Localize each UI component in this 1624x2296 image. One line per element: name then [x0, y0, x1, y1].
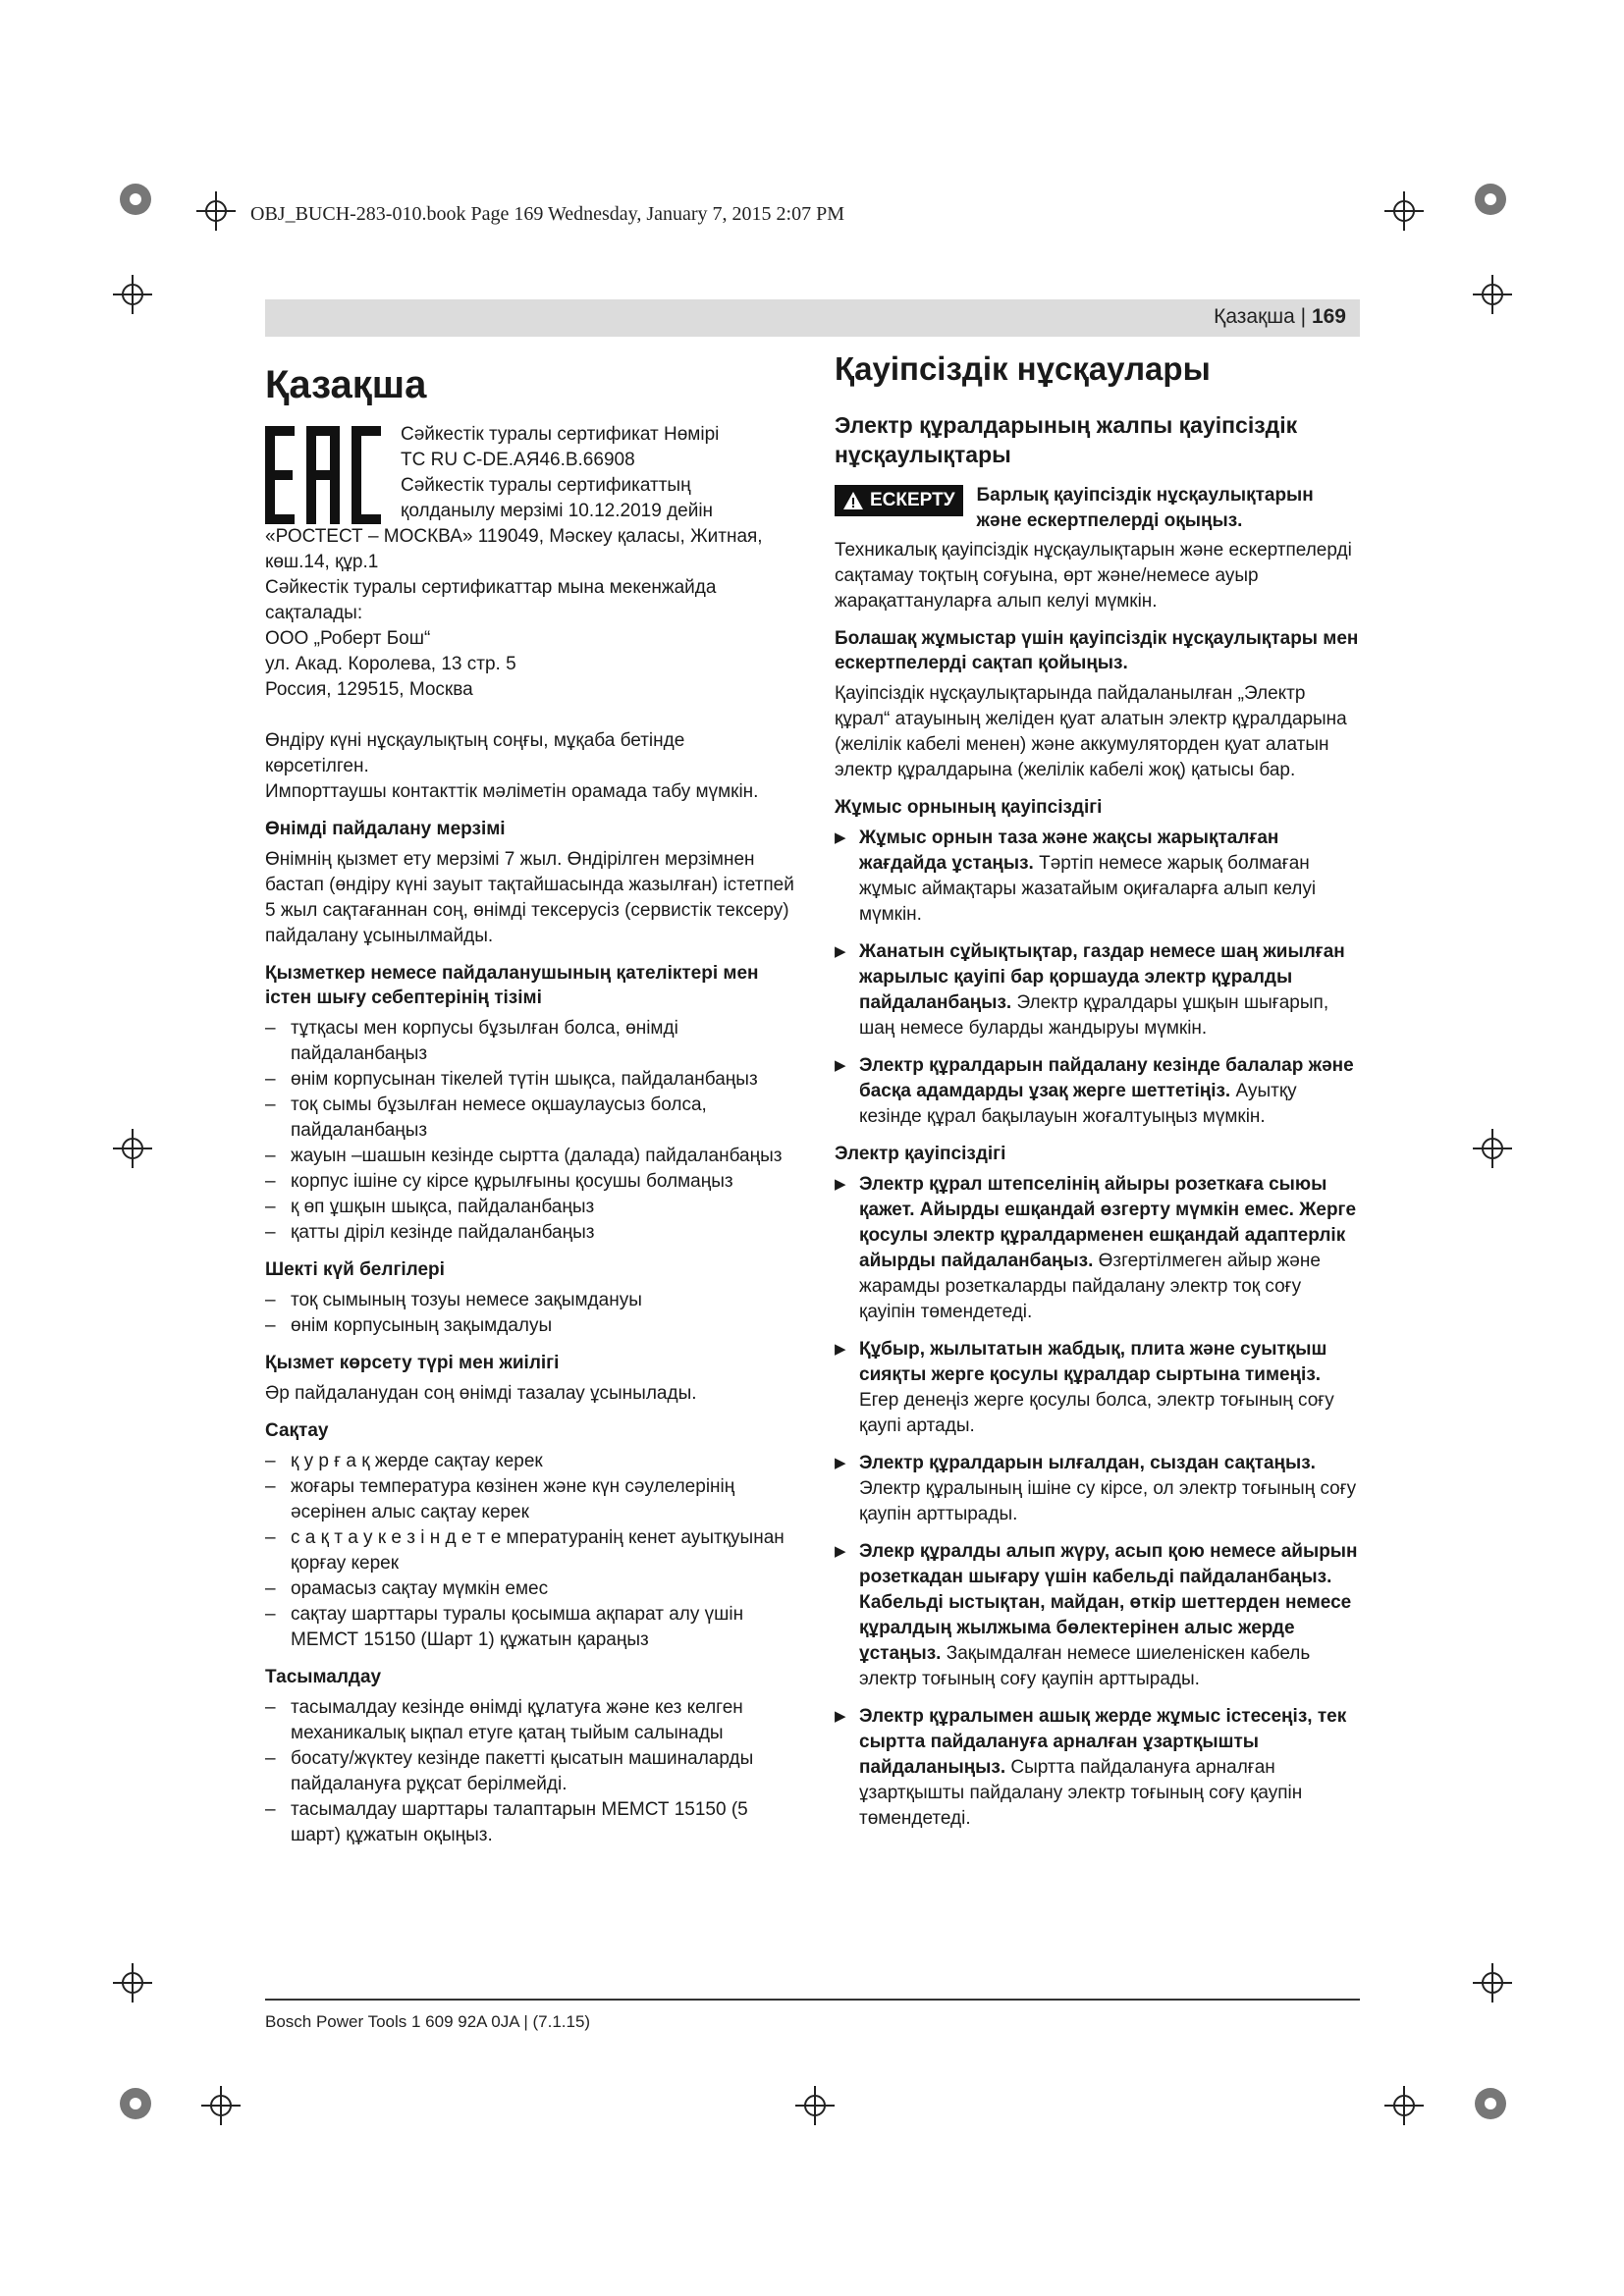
- left-column: [265, 344, 795, 1852]
- faults-heading: Қызметкер немесе пайдаланушының қателіктері мен істен шығу себептерінің тізімі: [265, 963, 759, 1008]
- certificate-line: Сәйкестік туралы сертификаттың: [401, 475, 691, 496]
- registration-mark: [118, 182, 153, 217]
- list-item: – тасымалдау шарттары талаптарын МЕМСТ 15150 (5 шарт) құжатын оқыңыз.: [265, 1797, 795, 1848]
- workplace-heading: Жұмыс орнының қауіпсіздігі: [835, 797, 1103, 818]
- list-item: ▶ Электр құралымен ашық жерде жұмыс істесеңіз, тек сыртта пайдалануға арналған ұзартқышты пайдаланыңыз. Сыртта пайдалануға арналған ұзартқышты пайдалану электр тоғының соғу қаупін төмендетеді.: [835, 1704, 1360, 1832]
- list-item: – тасымалдау кезінде өнімді құлатуға және кез келген механикалық ықпал етуге қатаң тыйым салынады: [265, 1695, 795, 1746]
- certificate-text: [401, 422, 719, 524]
- production-date-line: Өндіру күні нұсқаулықтың соңғы, мұқаба бетінде: [265, 730, 685, 751]
- list-item: ▶ Жанатын сұйықтықтар, газдар немесе шаң жиылған жарылыс қауіпі бар қоршауда электр құралды пайдаланбаңыз. Электр құралдары ұшқын шығарып, шаң немесе буларды жандыруы мүмкін.: [835, 939, 1360, 1041]
- crosshair-mark: [113, 1963, 152, 2002]
- crosshair-mark: [113, 275, 152, 314]
- crosshair-mark: [1384, 191, 1424, 231]
- certificate-line: қолданылу мерзімі 10.12.2019 дейін: [401, 501, 714, 521]
- list-item: – жауын –шашын кезінде сыртта (далада) пайдаланбаңыз: [265, 1144, 795, 1169]
- page-number: 169: [1311, 305, 1346, 328]
- list-item: – босату/жүктеу кезінде пакетті қысатын машиналарды пайдалануға рұқсат берілмейді.: [265, 1746, 795, 1797]
- limit-signs-list: [265, 1288, 795, 1339]
- workplace-list: [835, 826, 1360, 1130]
- certificate-line: ул. Акад. Королева, 13 стр. 5: [265, 654, 516, 674]
- list-item: ▶ Элекр құралды алып жүру, асып қою немесе айырын розеткадан шығару үшін кабельді пайдаланбаңыз. Кабельді ыстықтан, майдан, өткір шеттерден немесе құралдың жылжыма бөлектерінен алыс жерде ұстаңыз. Зақымдалған немесе шиеленіскен кабель электр тоғының соғу қаупін арттырады.: [835, 1539, 1360, 1692]
- list-item: ▶ Электр құралдарын ылғалдан, сыздан сақтаңыз. Электр құралының ішіне су кірсе, ол электр тоғының соғу қаупін арттырады.: [835, 1451, 1360, 1527]
- list-item: ▶ Жұмыс орнын таза және жақсы жарықталған жағдайда ұстаңыз. Тәртіп немесе жарық болмаған жұмыс аймақтары жазатайым оқиғаларға алып келуі мүмкін.: [835, 826, 1360, 928]
- list-item: – тоқ сымы бұзылған немесе оқшаулаусыз болса, пайдаланбаңыз: [265, 1093, 795, 1144]
- list-item: – орамасыз сақтау мүмкін емес: [265, 1576, 795, 1602]
- electric-list: [835, 1172, 1360, 1832]
- section-subtitle: Электр құралдарының жалпы қауіпсіздік нұсқаулықтары: [835, 412, 1298, 467]
- crosshair-mark: [201, 2086, 241, 2125]
- list-item: – өнім корпусынан тікелей түтін шықса, пайдаланбаңыз: [265, 1067, 795, 1093]
- warning-title: Барлық қауіпсіздік нұсқаулықтарын және ескертпелерді оқыңыз.: [976, 485, 1314, 531]
- crosshair-mark: [1473, 1129, 1512, 1168]
- service-text: Әр пайдаланудан соң өнімді тазалау ұсынылады.: [265, 1383, 697, 1404]
- crosshair-mark: [113, 1129, 152, 1168]
- certificate-line: сақталады:: [265, 603, 363, 623]
- service-heading: Қызмет көрсету түрі мен жиілігі: [265, 1353, 560, 1373]
- warning-badge-label: ЕСКЕРТУ: [870, 490, 955, 510]
- faults-list: [265, 1016, 795, 1246]
- list-item: ▶ Электр құралдарын пайдалану кезінде балалар және басқа адамдарды ұзақ жерге шеттетіңіз. Ауытқу кезінде құрал бақылауын жоғалтуыңыз мүмкін.: [835, 1053, 1360, 1130]
- registration-mark: [1473, 182, 1508, 217]
- limit-signs-heading: Шекті күй белгілері: [265, 1259, 445, 1280]
- list-item: – тоқ сымының тозуы немесе зақымдануы: [265, 1288, 795, 1313]
- running-header-text: Қазақша | 169: [1214, 305, 1346, 328]
- certificate-line: TC RU C-DE.АЯ46.В.66908: [401, 450, 635, 470]
- keep-heading: Болашақ жұмыстар үшін қауіпсіздік нұсқаулықтары мен ескертпелерді сақтап қойыңыз.: [835, 628, 1359, 673]
- list-item: – корпус ішіне су кірсе құрылғыны қосушы болмаңыз: [265, 1169, 795, 1195]
- list-item: – жоғары температура көзінен және күн сәулелерінің әсерінен алыс сақтау керек: [265, 1474, 795, 1525]
- print-header: OBJ_BUCH-283-010.book Page 169 Wednesday, January 7, 2015 2:07 PM: [250, 203, 845, 225]
- certificate-line: «РОСТЕСТ – МОСКВА» 119049, Мәскеу қаласы, Житная,: [265, 526, 763, 547]
- running-header: [265, 299, 1360, 337]
- certificate-line: Россия, 129515, Москва: [265, 679, 473, 700]
- list-item: – тұтқасы мен корпусы бұзылған болса, өнімді пайдаланбаңыз: [265, 1016, 795, 1067]
- eac-logo-icon: [265, 426, 381, 524]
- list-item: – с а қ т а у к е з і н д е т е мпературанің кенет ауытқуынан қорғау керек: [265, 1525, 795, 1576]
- list-item: – сақтау шарттары туралы қосымша ақпарат алу үшін МЕМСТ 15150 (Шарт 1) құжатын қараңыз: [265, 1602, 795, 1653]
- footer-divider: [265, 1999, 1360, 2001]
- storage-heading: Сақтау: [265, 1420, 329, 1441]
- warning-badge: [835, 485, 963, 516]
- crosshair-mark: [1473, 275, 1512, 314]
- usage-period-heading: Өнімді пайдалану мерзімі: [265, 819, 506, 839]
- production-date-line: көрсетілген.: [265, 756, 369, 776]
- certificate-line: ООО „Роберт Бош“: [265, 628, 431, 649]
- warning-triangle-icon: [842, 491, 864, 510]
- production-date-line: Импорттаушы контакттік мәліметін орамада табу мүмкін.: [265, 781, 759, 802]
- list-item: – қатты діріл кезінде пайдаланбаңыз: [265, 1220, 795, 1246]
- transport-list: [265, 1695, 795, 1848]
- registration-mark: [118, 2086, 153, 2121]
- keep-text: Қауіпсіздік нұсқаулықтарында пайдаланылған „Электр құрал“ атауының желіден қуат алатын электр құралдарына (желілік кабелі менен) және аккумуляторден қуат алатын электр құралдарына (желілік кабелі жоқ) қатысы бар.: [835, 683, 1347, 780]
- crosshair-mark: [1384, 2086, 1424, 2125]
- list-item: – өнім корпусының зақымдалуы: [265, 1313, 795, 1339]
- crosshair-mark: [196, 191, 236, 231]
- warning-block: [835, 483, 1360, 534]
- language-title: Қазақша: [265, 363, 427, 406]
- warning-text: Техникалық қауіпсіздік нұсқаулықтарын және ескертпелерді сақтамау тоқтың соғуына, өрт және/немесе ауыр жарақаттануларға алып келуі мүмкін.: [835, 540, 1352, 612]
- list-item: – қ өп ұшқын шықса, пайдаланбаңыз: [265, 1195, 795, 1220]
- storage-list: [265, 1449, 795, 1653]
- crosshair-mark: [795, 2086, 835, 2125]
- page-footer: Bosch Power Tools 1 609 92A 0JA | (7.1.15): [265, 2012, 591, 2031]
- list-item: ▶ Құбыр, жылытатын жабдық, плита және суытқыш сияқты жерге қосулы құралдар сыртына тимеңіз. Егер денеңіз жерге қосулы болса, электр тоғының соғу қаупі артады.: [835, 1337, 1360, 1439]
- transport-heading: Тасымалдау: [265, 1667, 382, 1687]
- certificate-line: Сәйкестік туралы сертификаттар мына мекенжайда: [265, 577, 717, 598]
- usage-period-text: Өнімнің қызмет ету мерзімі 7 жыл. Өндірілген мерзімнен бастап (өндіру күні зауыт тақтайшасында жазылған) істетпей 5 жыл сақтағаннан соң, өнімді тексерусіз (сервистік тексеру) пайдалану ұсынылмайды.: [265, 849, 794, 946]
- list-item: – қ у р ғ а қ жерде сақтау керек: [265, 1449, 795, 1474]
- certificate-block: [265, 422, 795, 524]
- right-column: [835, 344, 1360, 1843]
- section-title: Қауіпсіздік нұсқаулары: [835, 350, 1211, 387]
- certificate-line: көш.14, құр.1: [265, 552, 379, 572]
- registration-mark: [1473, 2086, 1508, 2121]
- electric-heading: Электр қауіпсіздігі: [835, 1144, 1006, 1164]
- list-item: ▶ Электр құрал штепселінің айыры розеткаға сыюы қажет. Айырды ешқандай өзгерту мүмкін емес. Жерге қосулы электр құралдарменен ешқандай адаптерлік айырды пайдаланбаңыз. Өзгертілмеген айыр және жарамды розеткаларды пайдалану электр тоқ соғу қауіпін төмендетеді.: [835, 1172, 1360, 1325]
- running-header-language: Қазақша: [1214, 305, 1295, 328]
- crosshair-mark: [1473, 1963, 1512, 2002]
- certificate-line: Сәйкестік туралы сертификат Нөмірі: [401, 424, 720, 445]
